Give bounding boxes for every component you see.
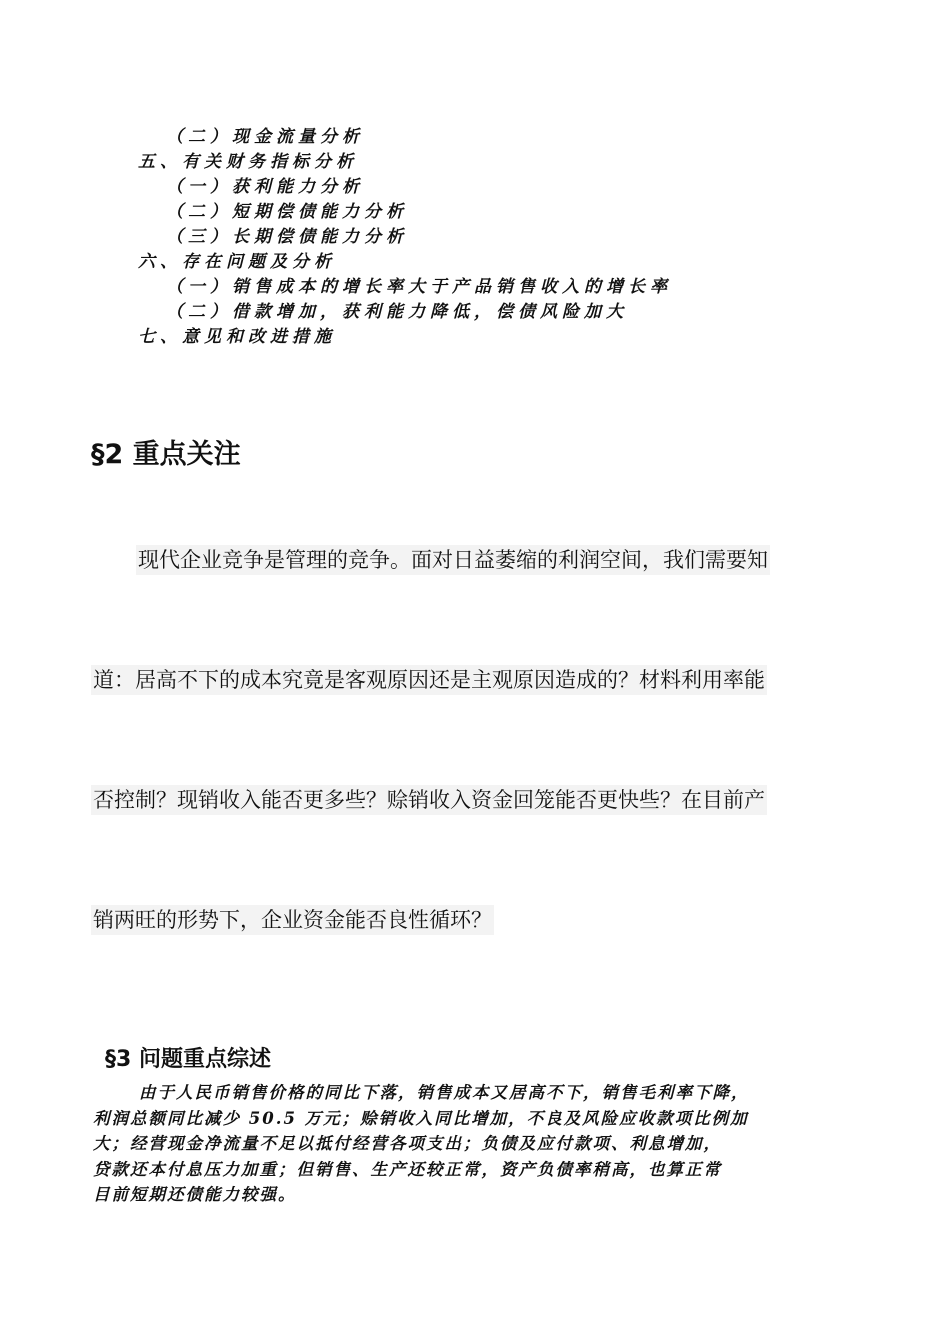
summary-line: 利润总额同比减少 50.5 万元；赊销收入同比增加，不良及风险应收款项比例加 <box>93 1108 749 1128</box>
summary-line: 由于人民币销售价格的同比下落，销售成本又居高不下，销售毛利率下降， <box>139 1083 750 1102</box>
outline-item: （二）现金流量分析 <box>166 127 364 147</box>
outline-item: 七、意见和改进措施 <box>138 327 336 347</box>
section-heading: §2 重点关注 <box>91 439 241 470</box>
paragraph-line: 销两旺的形势下，企业资金能否良性循环？ <box>91 905 494 935</box>
paragraph-line: 现代企业竞争是管理的竞争。面对日益萎缩的利润空间，我们需要知 <box>136 545 770 575</box>
paragraph-line: 道：居高不下的成本究竟是客观原因还是主观原因造成的？材料利用率能 <box>91 665 767 695</box>
outline-item: （一）获利能力分析 <box>166 177 364 197</box>
outline-item: （二）短期偿债能力分析 <box>166 202 408 222</box>
section-heading: §3 问题重点综述 <box>105 1047 271 1072</box>
summary-line: 贷款还本付息压力加重；但销售、生产还较正常，资产负债率稍高，也算正常 <box>93 1159 722 1179</box>
outline-item: （二）借款增加，获利能力降低，偿债风险加大 <box>166 302 628 322</box>
outline-item: （一）销售成本的增长率大于产品销售收入的增长率 <box>166 277 672 297</box>
paragraph-line: 否控制？现销收入能否更多些？赊销收入资金回笼能否更快些？在目前产 <box>91 785 767 815</box>
summary-paragraph <box>93 1080 863 1208</box>
outline-item: 六、存在问题及分析 <box>138 252 336 272</box>
outline-item: 五、有关财务指标分析 <box>138 152 358 172</box>
outline-item: （三）长期偿债能力分析 <box>166 227 408 247</box>
summary-line: 目前短期还债能力较强。 <box>93 1185 297 1204</box>
summary-line: 大；经营现金净流量不足以抵付经营各项支出；负债及应付款项、利息增加， <box>93 1134 722 1153</box>
